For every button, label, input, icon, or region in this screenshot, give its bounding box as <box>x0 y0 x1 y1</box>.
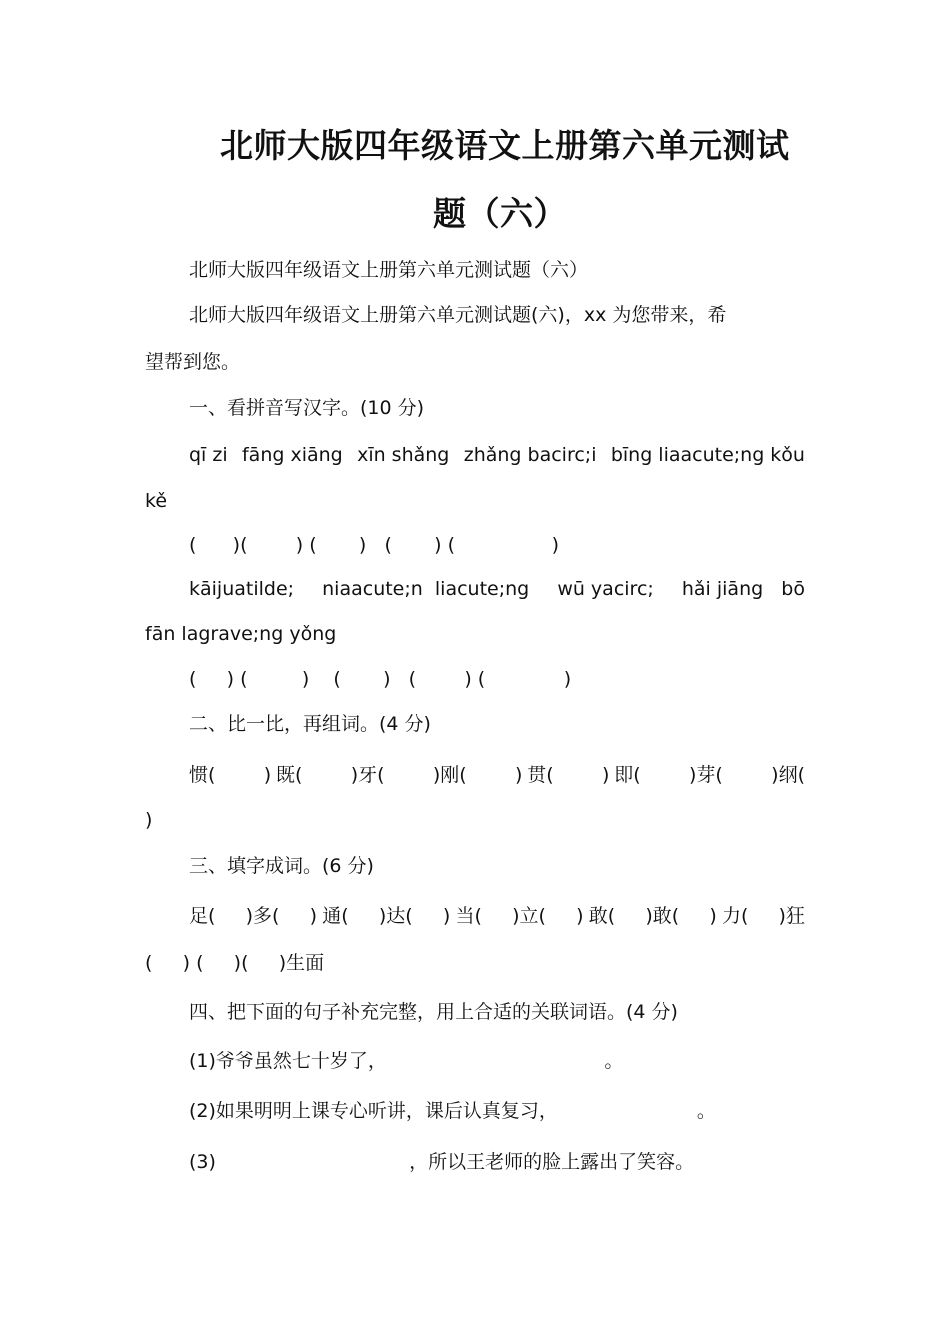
section1-pinyin-row2-tail: fān lagrave;ng yǒng <box>145 623 337 645</box>
pinyin-item: bīng liaacute;ng kǒu <box>610 444 805 466</box>
pinyin-item: wū yacirc; <box>557 578 654 600</box>
section4-question1: (1)爷爷虽然七十岁了， 。 <box>189 1050 624 1072</box>
section3-tail: ( ) ( )( )生面 <box>145 952 325 974</box>
pinyin-item: niaacute;n liacute;ng <box>322 578 530 600</box>
pinyin-item: kāijuatilde; <box>189 578 295 600</box>
section2-items <box>189 763 805 787</box>
section3-heading: 三、填字成词。(6 分) <box>189 855 374 877</box>
section1-pinyin-row1-tail: kě <box>145 490 168 512</box>
fill-item: 力( )狂 <box>721 905 805 927</box>
intro-line-b: 望帮到您。 <box>145 351 241 373</box>
fill-item: 敢( )敢( ) <box>588 905 717 927</box>
fill-item: 通( )达( ) <box>322 905 451 927</box>
section1-blanks-row1: ( )( ) ( ) ( ) ( ) <box>189 534 560 556</box>
pinyin-item: zhǎng bacirc;i <box>463 444 597 466</box>
section4-question3: (3) ，所以王老师的脸上露出了笑容。 <box>189 1151 695 1173</box>
fill-item: 当( )立( ) <box>455 905 584 927</box>
section2-tail: ) <box>145 809 153 831</box>
section1-heading: 一、看拼音写汉字。(10 分) <box>189 397 425 419</box>
pinyin-item: fāng xiāng <box>241 444 343 466</box>
fill-item: 足( )多( ) <box>189 905 318 927</box>
compare-item: 惯( ) <box>189 764 272 786</box>
subtitle: 北师大版四年级语文上册第六单元测试题（六） <box>189 259 589 281</box>
document-title-line2: 题（六） <box>433 194 567 233</box>
section1-pinyin-row2 <box>189 577 805 601</box>
section1-pinyin-row1 <box>189 443 805 467</box>
pinyin-item: xīn shǎng <box>357 444 450 466</box>
compare-item: 即( )芽( )纲( <box>614 764 805 786</box>
section4-question2: (2)如果明明上课专心听讲，课后认真复习， 。 <box>189 1100 716 1122</box>
compare-item: 既( )牙( )刚( ) <box>276 764 523 786</box>
section3-items <box>189 904 805 928</box>
pinyin-item: qī zi <box>189 444 228 466</box>
section1-blanks-row2: ( ) ( ) ( ) ( ) ( ) <box>189 668 572 690</box>
section4-heading: 四、把下面的句子补充完整，用上合适的关联词语。(4 分) <box>189 1001 678 1023</box>
section2-heading: 二、比一比，再组词。(4 分) <box>189 713 431 735</box>
intro-line-a: 北师大版四年级语文上册第六单元测试题(六)，xx 为您带来，希 <box>189 304 727 326</box>
pinyin-item: hǎi jiāng bō <box>681 578 805 600</box>
document-title-line1: 北师大版四年级语文上册第六单元测试 <box>220 126 790 165</box>
compare-item: 贯( ) <box>527 764 610 786</box>
